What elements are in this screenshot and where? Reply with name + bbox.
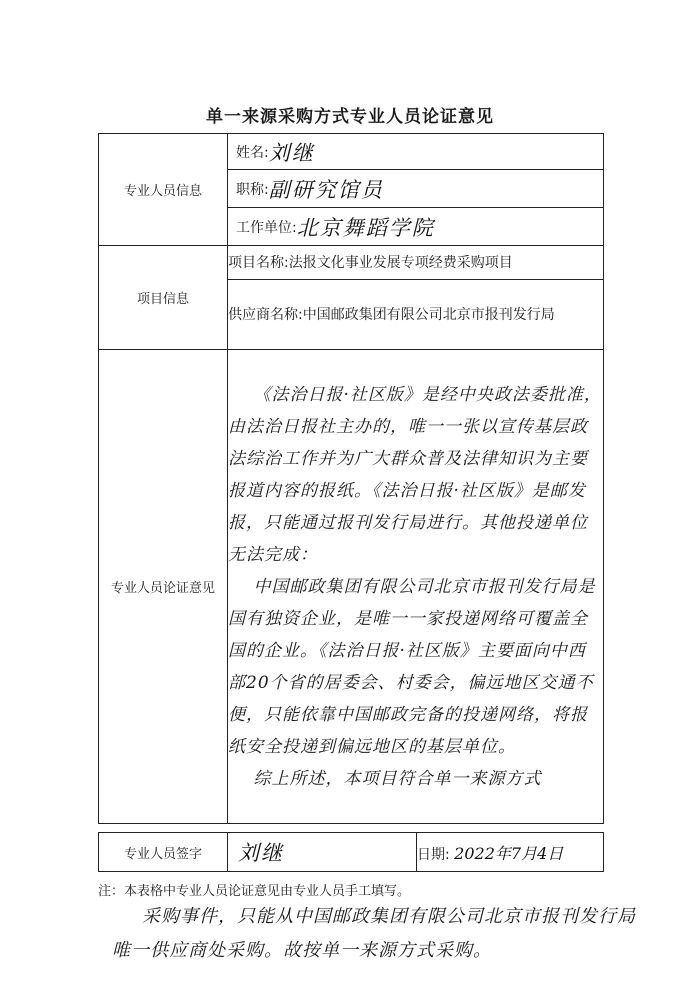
- opinion-cell: [228, 350, 604, 824]
- unit-cell: [228, 208, 604, 246]
- footnote: 注：本表格中专业人员论证意见由专业人员手工填写。: [98, 884, 411, 899]
- page-title: 单一来源采购方式专业人员论证意见: [206, 107, 494, 127]
- project-key: 项目名称:: [228, 254, 289, 271]
- bottom-handwriting: [112, 900, 652, 968]
- opinion-paragraph-1: 《法治日报·社区版》是经中央政法委批准，由法治日报社主办的，唯一一张以宣传基层政法综治工作并为广大群众普及法律知识为主要报道内容的报纸。《法治日报·社区版》是邮发报，只能通过报刊发行局进行。其他投递单位无法完成：: [228, 384, 602, 565]
- project-info-label: 项目信息: [99, 246, 228, 350]
- title-cell: [228, 170, 604, 208]
- bottom-line-2: 唯一供应商处采购。故按单一来源方式采购。: [112, 940, 492, 961]
- date-cell: [417, 833, 604, 872]
- signature-label: 专业人员签字: [99, 833, 228, 872]
- project-value: 法报文化事业发展专项经费采购项目: [288, 254, 513, 271]
- name-key: 姓名:: [236, 144, 269, 161]
- expert-info-label: 专业人员信息: [99, 134, 228, 246]
- opinion-label: 专业人员论证意见: [99, 350, 228, 824]
- name-value: 刘继: [268, 140, 315, 165]
- bottom-line-1: 采购事件，只能从中国邮政集团有限公司北京市报刊发行局: [142, 906, 636, 927]
- name-cell: [228, 134, 604, 170]
- unit-value: 北京舞蹈学院: [296, 215, 435, 240]
- supplier-value: 中国邮政集团有限公司北京市报刊发行局: [302, 306, 555, 323]
- unit-key: 工作单位:: [236, 219, 297, 236]
- project-name-cell: [228, 246, 604, 280]
- supplier-key: 供应商名称:: [228, 306, 303, 323]
- date-value: 2022年7月4日: [454, 843, 564, 863]
- opinion-paragraph-3: 综上所述，本项目符合单一来源方式: [253, 768, 542, 789]
- title-value: 副研究馆员: [268, 177, 384, 202]
- date-key: 日期:: [417, 846, 450, 863]
- title-key: 职称:: [236, 181, 269, 198]
- signature-cell: [228, 833, 417, 872]
- signature-value: 刘继: [238, 841, 284, 865]
- supplier-cell: [228, 280, 604, 350]
- form-table: [98, 133, 604, 824]
- opinion-paragraph-2: 中国邮政集团有限公司北京市报刊发行局是国有独资企业，是唯一一家投递网络可覆盖全国的企业。《法治日报·社区版》主要面向中西部20个省的居委会、村委会，偏远地区交通不便，只能依靠中国邮政完备的投递网络，将报纸安全投递到偏远地区的基层单位。: [228, 576, 596, 757]
- signature-table: [98, 832, 604, 872]
